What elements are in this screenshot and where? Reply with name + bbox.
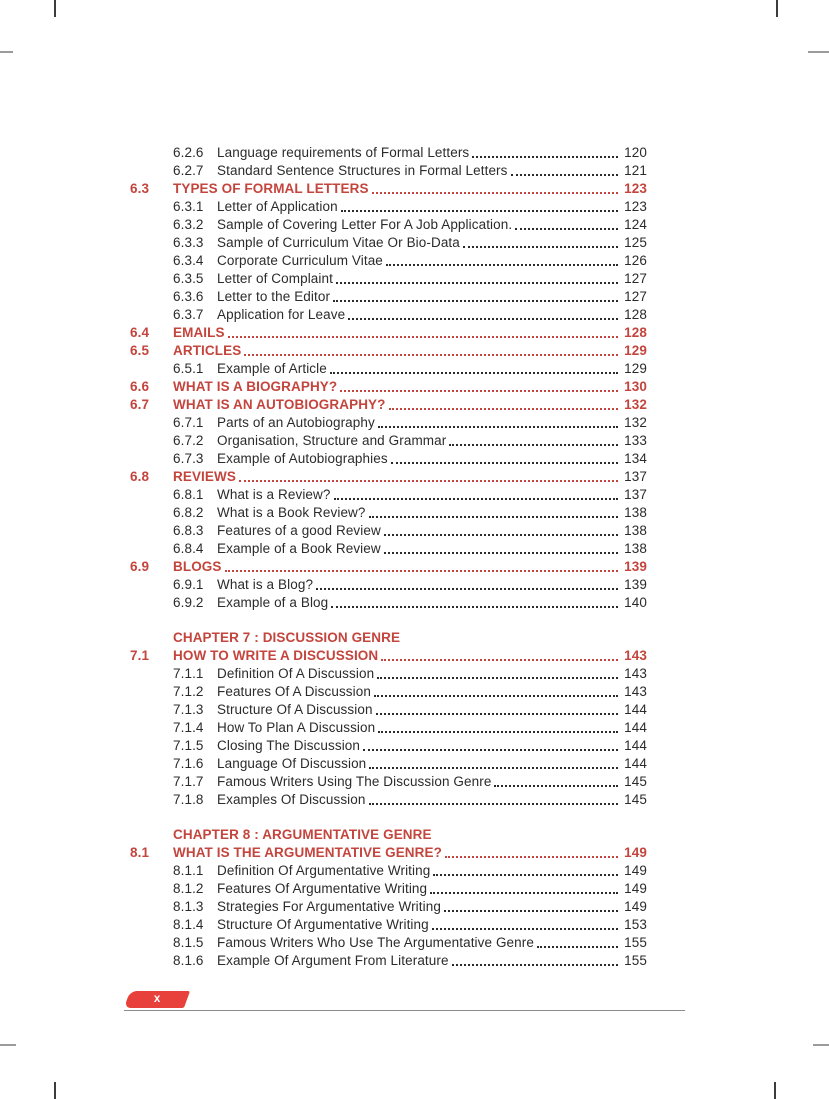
dot-leader [494, 785, 618, 787]
toc-entry-title: Language Of Discussion [217, 756, 367, 771]
toc-subsection-number: 7.1.1 [173, 666, 204, 681]
toc-entry [130, 270, 647, 288]
toc-section-number [130, 737, 173, 755]
toc-entry-title: CHAPTER 8 : ARGUMENTATIVE GENRE [173, 827, 432, 842]
toc-section-number [130, 898, 173, 916]
toc-subsection-number: 7.1.5 [173, 738, 204, 753]
toc-subsection-number: 7.1.3 [173, 702, 204, 717]
toc-section-number [130, 952, 173, 970]
toc-entry [130, 162, 647, 180]
dot-leader [333, 300, 618, 302]
toc-entry-page: 127 [624, 271, 647, 286]
toc-subsection-number: 6.8.2 [173, 505, 204, 520]
toc-section-number [130, 216, 173, 234]
dot-leader [430, 892, 618, 894]
toc-entry [130, 504, 647, 522]
toc-section-number [130, 450, 173, 468]
toc-entry-page: 149 [624, 845, 647, 860]
dot-leader [331, 606, 618, 608]
toc-subsection-number: 6.8.1 [173, 487, 204, 502]
toc-entry-page: 124 [624, 217, 647, 232]
toc-entry [130, 558, 647, 576]
toc-entry-page: 134 [624, 451, 647, 466]
dot-leader [472, 156, 618, 158]
toc-entry-title: Strategies For Argumentative Writing [217, 899, 441, 914]
toc-entry-page: 132 [624, 415, 647, 430]
toc-subsection-number: 8.1.3 [173, 899, 204, 914]
toc-subsection-number: 6.3.1 [173, 199, 204, 214]
dot-leader [369, 516, 618, 518]
toc-section-number [130, 486, 173, 504]
toc-entry-page: 127 [624, 289, 647, 304]
toc-section-number [130, 862, 173, 880]
toc-section-number [130, 773, 173, 791]
toc-entry-title: Organisation, Structure and Grammar [217, 433, 447, 448]
toc-entry-page: 149 [624, 863, 647, 878]
toc-entry-page: 129 [624, 361, 647, 376]
toc-entry-title: Sample of Curriculum Vitae Or Bio-Data [217, 235, 460, 250]
toc-entry-page: 144 [624, 756, 647, 771]
toc-entry [130, 468, 647, 486]
toc-subsection-number: 7.1.8 [173, 792, 204, 807]
dot-leader [369, 767, 618, 769]
toc-section-number: 6.7 [130, 397, 150, 412]
toc-section-number: 7.1 [130, 648, 150, 663]
toc-list [130, 144, 647, 970]
toc-entry [130, 522, 647, 540]
toc-section-number [130, 522, 173, 540]
toc-entry-title: BLOGS [173, 559, 222, 574]
toc-section-number [130, 665, 173, 683]
toc-entry-page: 149 [624, 899, 647, 914]
toc-entry-page: 128 [624, 325, 647, 340]
crop-mark-top-right-vertical [776, 0, 778, 17]
toc-entry-page: 121 [624, 163, 647, 178]
crop-mark-top-right-horizontal [808, 51, 829, 53]
toc-entry-page: 133 [624, 433, 647, 448]
dot-leader [239, 480, 618, 482]
dot-leader [376, 713, 618, 715]
dot-leader [386, 264, 618, 266]
toc-subsection-number: 6.3.3 [173, 235, 204, 250]
toc-entry-title: Features Of Argumentative Writing [217, 881, 428, 896]
toc-entry-page: 153 [624, 917, 647, 932]
dot-leader [340, 390, 618, 392]
toc-entry-title: How To Plan A Discussion [217, 720, 376, 735]
toc-entry-page: 120 [624, 145, 647, 160]
toc-subsection-number: 6.9.1 [173, 577, 204, 592]
toc-entry-page: 140 [624, 595, 647, 610]
dot-leader [225, 570, 618, 572]
toc-entry-page: 145 [624, 774, 647, 789]
dot-leader [463, 246, 618, 248]
dot-leader [445, 856, 618, 858]
toc-subsection-number: 6.2.6 [173, 145, 204, 160]
toc-entry [130, 862, 647, 880]
dot-leader [537, 946, 618, 948]
dot-leader [372, 192, 618, 194]
toc-subsection-number: 8.1.5 [173, 935, 204, 950]
toc-entry-title: Language requirements of Formal Letters [217, 145, 470, 160]
toc-entry [130, 844, 647, 862]
crop-mark-bottom-right-vertical [774, 1082, 776, 1099]
toc-entry-title: EMAILS [173, 325, 225, 340]
toc-entry-title: Definition Of Argumentative Writing [217, 863, 431, 878]
toc-entry [130, 360, 647, 378]
toc-entry [130, 180, 647, 198]
dot-leader [389, 408, 619, 410]
dot-leader [515, 228, 618, 230]
dot-leader [433, 874, 618, 876]
toc-entry-page: 123 [624, 199, 647, 214]
toc-entry-title: Examples Of Discussion [217, 792, 366, 807]
toc-entry-title: What is a Book Review? [217, 505, 366, 520]
toc-entry [130, 342, 647, 360]
toc-entry-title: Letter of Complaint [217, 271, 333, 286]
toc-entry-title: Features Of A Discussion [217, 684, 371, 699]
toc-entry [130, 252, 647, 270]
crop-mark-bottom-right-horizontal [813, 1044, 829, 1046]
toc-section-number [130, 252, 173, 270]
toc-entry-title: Example of Autobiographies [217, 451, 388, 466]
toc-section-number: 6.8 [130, 469, 150, 484]
crop-mark-bottom-left-horizontal [0, 1044, 16, 1046]
toc-subsection-number: 6.7.1 [173, 415, 204, 430]
dot-leader [330, 372, 618, 374]
toc-entry [130, 719, 647, 737]
toc-subsection-number: 8.1.2 [173, 881, 204, 896]
toc-entry-title: Structure Of Argumentative Writing [217, 917, 429, 932]
toc-entry-title: What is a Review? [217, 487, 331, 502]
toc-section-number [130, 432, 173, 450]
toc-entry [130, 432, 647, 450]
dot-leader [511, 174, 619, 176]
toc-subsection-number: 6.3.4 [173, 253, 204, 268]
toc-entry-title: Letter of Application [217, 199, 338, 214]
page-number-label: x [153, 992, 161, 1005]
toc-subsection-number: 7.1.6 [173, 756, 204, 771]
toc-entry-page: 137 [624, 469, 647, 484]
toc-section-number [130, 234, 173, 252]
toc-entry-title: Structure Of A Discussion [217, 702, 373, 717]
toc-entry-page: 139 [624, 577, 647, 592]
toc-subsection-number: 8.1.1 [173, 863, 204, 878]
toc-section-number [130, 880, 173, 898]
toc-entry-title: Example of Article [217, 361, 327, 376]
toc-entry [130, 916, 647, 934]
toc-section-number [130, 594, 173, 612]
toc-section-number [130, 144, 173, 162]
toc-entry-page: 132 [624, 397, 647, 412]
dot-leader [378, 426, 618, 428]
page-number-tab [124, 991, 190, 1008]
toc-entry-title: Letter to the Editor [217, 289, 331, 304]
toc-entry-title: WHAT IS THE ARGUMENTATIVE GENRE? [173, 845, 442, 860]
toc-entry-page: 155 [624, 935, 647, 950]
toc-subsection-number: 6.7.3 [173, 451, 204, 466]
toc-subsection-number: 6.2.7 [173, 163, 204, 178]
toc-entry [130, 396, 647, 414]
toc-entry-page: 138 [624, 523, 647, 538]
dot-leader [316, 588, 618, 590]
toc-entry-page: 139 [624, 559, 647, 574]
toc-section-number [130, 288, 173, 306]
toc-entry [130, 144, 647, 162]
dot-leader [334, 498, 619, 500]
dot-leader [432, 928, 618, 930]
toc-entry-page: 145 [624, 792, 647, 807]
toc-entry [130, 234, 647, 252]
toc-entry-page: 138 [624, 505, 647, 520]
toc-entry-title: Definition Of A Discussion [217, 666, 375, 681]
dot-leader [228, 336, 618, 338]
toc-subsection-number: 8.1.6 [173, 953, 204, 968]
dot-leader [363, 749, 618, 751]
toc-section-number: 8.1 [130, 845, 150, 860]
toc-subsection-number: 6.8.3 [173, 523, 204, 538]
toc-entry [130, 737, 647, 755]
toc-entry [130, 594, 647, 612]
toc-entry-title: CHAPTER 7 : DISCUSSION GENRE [173, 630, 401, 645]
dot-leader [244, 354, 618, 356]
toc-entry-title: Example of a Book Review [217, 541, 381, 556]
toc-subsection-number: 6.5.1 [173, 361, 204, 376]
toc-entry-page: 138 [624, 541, 647, 556]
toc-entry-page: 144 [624, 720, 647, 735]
dot-leader [381, 659, 618, 661]
toc-entry-page: 143 [624, 666, 647, 681]
toc-entry [130, 934, 647, 952]
toc-entry [130, 288, 647, 306]
crop-mark-top-left-horizontal [0, 51, 13, 53]
toc-entry-title: REVIEWS [173, 469, 236, 484]
toc-entry [130, 898, 647, 916]
toc-subsection-number: 6.3.2 [173, 217, 204, 232]
dot-leader [384, 534, 618, 536]
toc-section-number [130, 719, 173, 737]
toc-entry-page: 149 [624, 881, 647, 896]
toc-subsection-number: 6.3.5 [173, 271, 204, 286]
toc-entry-page: 144 [624, 738, 647, 753]
toc-subsection-number: 8.1.4 [173, 917, 204, 932]
crop-mark-bottom-left-vertical [54, 1082, 56, 1099]
toc-entry-title: TYPES OF FORMAL LETTERS [173, 181, 369, 196]
toc-subsection-number: 7.1.7 [173, 774, 204, 789]
toc-subsection-number: 7.1.4 [173, 720, 204, 735]
toc-entry [130, 486, 647, 504]
toc-entry-page: 144 [624, 702, 647, 717]
toc-section-number [130, 683, 173, 701]
toc-entry-page: 137 [624, 487, 647, 502]
toc-entry-title: Closing The Discussion [217, 738, 361, 753]
toc-section-number [130, 701, 173, 719]
toc-section-number [130, 270, 173, 288]
toc-entry-page: 128 [624, 307, 647, 322]
toc-entry [130, 755, 647, 773]
toc-section-number [130, 504, 173, 522]
toc-entry-page: 129 [624, 343, 647, 358]
toc-entry-page: 130 [624, 379, 647, 394]
toc-subsection-number: 6.3.7 [173, 307, 204, 322]
toc-subsection-number: 6.7.2 [173, 433, 204, 448]
toc-entry [130, 378, 647, 396]
toc-entry-title: Famous Writers Who Use The Argumentative Genre [217, 935, 534, 950]
toc-entry [130, 791, 647, 809]
toc-section-number [130, 198, 173, 216]
toc-section-number: 6.5 [130, 343, 150, 358]
toc-entry-title: Standard Sentence Structures in Formal Letters [217, 163, 508, 178]
toc-entry [130, 306, 647, 324]
toc-entry-title: ARTICLES [173, 343, 242, 358]
toc-entry [130, 647, 647, 665]
toc-entry [130, 683, 647, 701]
toc-section-number [130, 360, 173, 378]
toc-entry [130, 773, 647, 791]
toc-entry [130, 216, 647, 234]
toc-subsection-number: 6.9.2 [173, 595, 204, 610]
toc-section-number [130, 755, 173, 773]
dot-leader [348, 318, 618, 320]
toc-section-number: 6.9 [130, 559, 150, 574]
toc-subsection-number: 7.1.2 [173, 684, 204, 699]
toc-entry-page: 125 [624, 235, 647, 250]
dot-leader [391, 462, 618, 464]
toc-entry-title: WHAT IS A BIOGRAPHY? [173, 379, 338, 394]
toc-section-number [130, 916, 173, 934]
dot-leader [341, 210, 618, 212]
toc-entry [130, 665, 647, 683]
toc-entry-title: Features of a good Review [217, 523, 381, 538]
footer-rule [124, 1010, 685, 1011]
toc-entry-title: WHAT IS AN AUTOBIOGRAPHY? [173, 397, 386, 412]
toc-entry-page: 155 [624, 953, 647, 968]
toc-entry [130, 450, 647, 468]
dot-leader [336, 282, 618, 284]
toc-entry-title: Example Of Argument From Literature [217, 953, 449, 968]
toc-section-number: 6.3 [130, 181, 150, 196]
toc-entry-title: Example of a Blog [217, 595, 329, 610]
toc-entry [130, 952, 647, 970]
toc-section-number [130, 540, 173, 558]
toc-entry-page: 123 [624, 181, 647, 196]
toc-entry [130, 414, 647, 432]
toc-entry-title: HOW TO WRITE A DISCUSSION [173, 648, 379, 663]
toc-section-number [130, 791, 173, 809]
dot-leader [384, 552, 618, 554]
dot-leader [378, 731, 618, 733]
toc-entry [130, 576, 647, 594]
toc-entry-title: Corporate Curriculum Vitae [217, 253, 383, 268]
dot-leader [369, 803, 619, 805]
toc-entry [130, 198, 647, 216]
dot-leader [374, 695, 618, 697]
toc-chapter-heading [130, 826, 647, 844]
toc-entry-title: Sample of Covering Letter For A Job Application. [217, 217, 513, 232]
toc-entry [130, 540, 647, 558]
toc-entry-title: Famous Writers Using The Discussion Genre [217, 774, 492, 789]
toc-entry-title: What is a Blog? [217, 577, 314, 592]
toc-section-number [130, 576, 173, 594]
toc-entry-page: 143 [624, 684, 647, 699]
toc-section-number: 6.4 [130, 325, 150, 340]
toc-section-number [130, 629, 173, 647]
toc-section-number: 6.6 [130, 379, 150, 394]
toc-entry [130, 880, 647, 898]
toc-entry [130, 701, 647, 719]
toc-section-number [130, 306, 173, 324]
toc-subsection-number: 6.8.4 [173, 541, 204, 556]
toc-entry-page: 143 [624, 648, 647, 663]
toc-section-number [130, 826, 173, 844]
toc-entry-page: 126 [624, 253, 647, 268]
dot-leader [377, 677, 618, 679]
dot-leader [452, 964, 618, 966]
toc-subsection-number: 6.3.6 [173, 289, 204, 304]
toc-section-number [130, 162, 173, 180]
toc-entry [130, 324, 647, 342]
toc-chapter-heading [130, 629, 647, 647]
toc-section-number [130, 414, 173, 432]
dot-leader [449, 444, 618, 446]
toc-section-number [130, 934, 173, 952]
dot-leader [444, 910, 618, 912]
crop-mark-top-left-vertical [54, 0, 56, 17]
toc-entry-title: Parts of an Autobiography [217, 415, 375, 430]
toc-entry-title: Application for Leave [217, 307, 346, 322]
